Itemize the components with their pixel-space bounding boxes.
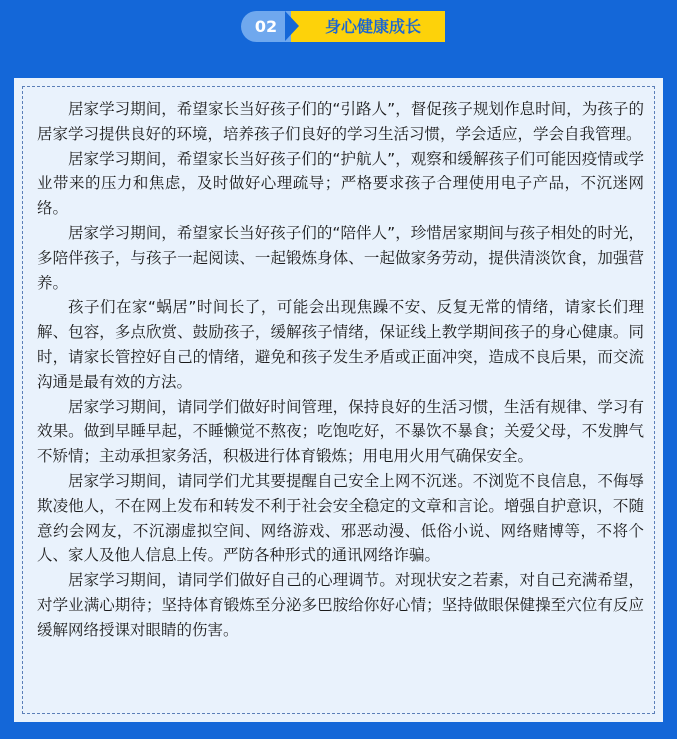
paragraph-guide: 居家学习期间，希望家长当好孩子们的“引路人”，督促孩子规划作息时间，为孩子的居家学习提供良好的环境，培养孩子们良好的学习生活习惯，学会适应，学会自我管理。 bbox=[37, 100, 644, 143]
paragraph-protect: 居家学习期间，希望家长当好孩子们的“护航人”，观察和缓解孩子们可能因疫情或学业带来的压力和焦虑，及时做好心理疏导；严格要求孩子合理使用电子产品，不沉迷网络。 bbox=[37, 149, 644, 218]
section-header bbox=[241, 11, 445, 42]
section-title: 身心健康成长 bbox=[291, 11, 445, 42]
content-panel bbox=[14, 78, 663, 722]
title-notch-shape bbox=[285, 11, 299, 41]
paragraph-online-safety: 居家学习期间，请同学们尤其要提醒自己安全上网不沉迷。不浏览不良信息，不侮辱欺凌他人，不在网上发布和转发不利于社会安全稳定的文章和言论。增强自护意识，不随意约会网友，不沉溺虚拟空间、网络游戏、邪恶动漫、低俗小说、网络赌博等，不将个人、家人及他人信息上传。严防各种形式的通讯网络诈骗。 bbox=[37, 471, 644, 565]
paragraph-accompany: 居家学习期间，希望家长当好孩子们的“陪伴人”，珍惜居家期间与孩子相处的时光，多陪伴孩子，与孩子一起阅读、一起锻炼身体、一起做家务劳动，提供清淡饮食，加强营养。 bbox=[37, 223, 644, 292]
paragraph-mental-health: 居家学习期间，请同学们做好自己的心理调节。对现状安之若素，对自己充满希望，对学业满心期待；坚持体育锻炼至分泌多巴胺给你好心情；坚持做眼保健操至穴位有反应缓解网络授课对眼睛的伤害。 bbox=[37, 571, 644, 639]
dashed-frame bbox=[22, 86, 655, 714]
paragraph-time-management: 居家学习期间，请同学们做好时间管理，保持良好的生活习惯，生活有规律、学习有效果。做到早睡早起，不睡懒觉不熬夜；吃饱吃好，不暴饮不暴食；关爱父母，不发脾气不矫情；主动承担家务活，积极进行体育锻炼；用电用火用气确保安全。 bbox=[37, 397, 644, 466]
section-number-badge: 02 bbox=[241, 11, 311, 42]
paragraph-emotions: 孩子们在家“蜗居”时间长了，可能会出现焦躁不安、反复无常的情绪，请家长们理解、包容，多点欣赏、鼓励孩子，缓解孩子情绪，保证线上教学期间孩子的身心健康。同时，请家长管控好自己的情绪，避免和孩子发生矛盾或正面冲突，造成不良后果，而交流沟通是最有效的方法。 bbox=[37, 298, 644, 391]
